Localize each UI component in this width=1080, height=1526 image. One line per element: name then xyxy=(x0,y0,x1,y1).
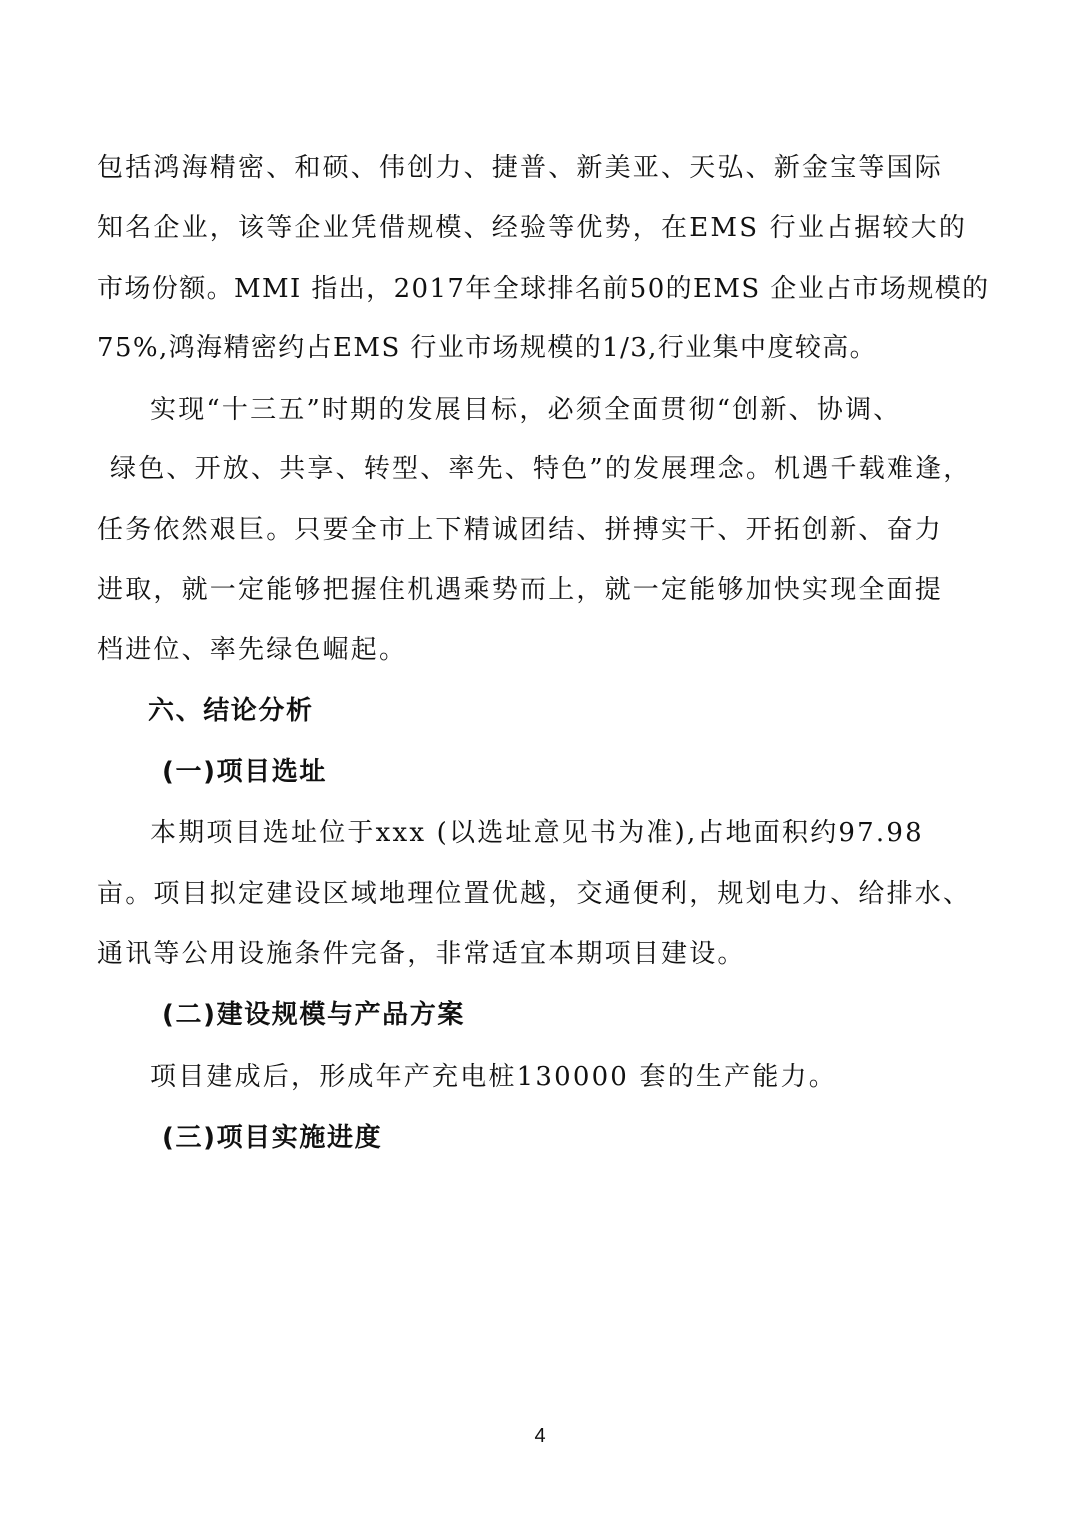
page-number: 4 xyxy=(534,1425,546,1447)
text-line: 绿色、开放、共享、转型、率先、特色”的发展理念。机遇千载难逢， xyxy=(110,454,972,484)
subsection-heading-scale-and-products: (二)建设规模与产品方案 xyxy=(162,1000,465,1030)
section-heading-conclusion: 六、结论分析 xyxy=(148,696,314,726)
text-line: 任务依然艰巨。只要全市上下精诚团结、拼搏实干、开拓创新、奋力 xyxy=(97,515,944,545)
text-line: 市场份额。MMI 指出，2017年全球排名前50的EMS 企业占市场规模的 xyxy=(97,274,990,304)
text-line: 进取，就一定能够把握住机遇乘势而上，就一定能够加快实现全面提 xyxy=(97,575,944,605)
text-line: 亩。项目拟定建设区域地理位置优越，交通便利，规划电力、给排水、 xyxy=(97,879,972,909)
subsection-heading-schedule: (三)项目实施进度 xyxy=(162,1123,383,1153)
text-line: 档进位、率先绿色崛起。 xyxy=(97,635,408,665)
text-line: 通讯等公用设施条件完备，非常适宜本期项目建设。 xyxy=(97,939,746,969)
subsection-heading-site-selection: (一)项目选址 xyxy=(162,757,327,787)
text-line: 75%,鸿海精密约占EMS 行业市场规模的1/3,行业集中度较高。 xyxy=(97,333,878,363)
text-line: 包括鸿海精密、和硕、伟创力、捷普、新美亚、天弘、新金宝等国际 xyxy=(97,153,944,183)
text-line: 知名企业，该等企业凭借规模、经验等优势，在EMS 行业占据较大的 xyxy=(97,213,968,243)
text-line: 项目建成后，形成年产充电桩130000 套的生产能力。 xyxy=(150,1062,837,1092)
text-line: 本期项目选址位于xxx (以选址意见书为准),占地面积约97.98 xyxy=(150,818,924,848)
text-line: 实现“十三五”时期的发展目标，必须全面贯彻“创新、协调、 xyxy=(150,395,902,425)
